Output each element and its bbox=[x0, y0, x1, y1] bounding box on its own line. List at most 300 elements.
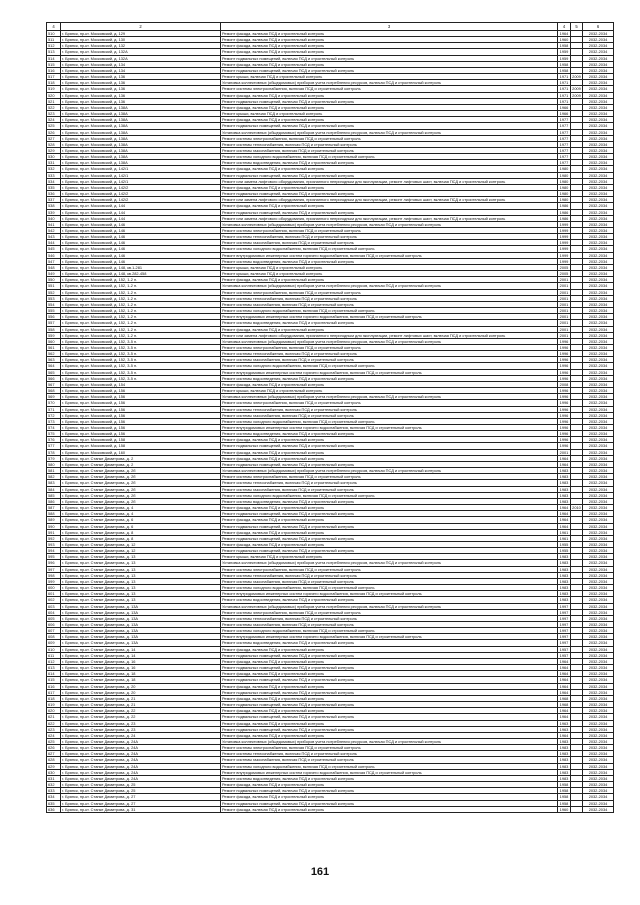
address-cell: г. Брянск, пр-кт. Московский, д. 142/2 bbox=[61, 184, 221, 190]
work-type-cell: Ремонт фасада, включая ПСД и строительный контроль bbox=[221, 326, 558, 332]
planned-period-cell: 2032-2034 bbox=[583, 86, 614, 92]
planned-period-cell: 2032-2034 bbox=[583, 412, 614, 418]
year-built-cell: 1980 bbox=[558, 197, 571, 203]
year-built-cell: 2001 bbox=[558, 320, 571, 326]
year-built-cell: 1996 bbox=[558, 412, 571, 418]
address-cell: г. Брянск, пр-кт. Московский, д. 152, 1-2 п. bbox=[61, 301, 221, 307]
year-built-cell: 1968 bbox=[558, 695, 571, 701]
row-number-cell: 609 bbox=[47, 640, 61, 646]
year-built-cell: 1977 bbox=[558, 141, 571, 147]
address-cell: г. Брянск, пр-кт. Станке Димитрова, д. 31 bbox=[61, 806, 221, 812]
year-last-repair-cell: 2009 bbox=[572, 92, 581, 98]
work-type-cell: Ремонт подвальных помещений, включая ПСД и строительный контроль bbox=[221, 443, 558, 449]
planned-period-cell: 2032-2034 bbox=[583, 695, 614, 701]
work-type-cell: Ремонт системы газоснабжения, включая ПСД и строительный контроль bbox=[221, 622, 558, 628]
work-type-cell: Ремонт или замена лифтового оборудования, признанного непригодным для эксплуатации, ремонт лифтовых шахт, включая ПСД и строительный контроль bbox=[221, 332, 558, 338]
planned-period-cell: 2032-2034 bbox=[583, 394, 614, 400]
planned-period-cell: 2032-2034 bbox=[583, 160, 614, 166]
row-number-cell: 569 bbox=[47, 394, 61, 400]
year-built-cell: 1963 bbox=[558, 720, 571, 726]
year-built-cell: 1997 bbox=[558, 622, 571, 628]
work-type-cell: Ремонт внутридомовых инженерных систем горячего водоснабжения, включая ПСД и строительный контроль bbox=[221, 314, 558, 320]
row-number-cell: 607 bbox=[47, 628, 61, 634]
row-number-cell: 632 bbox=[47, 782, 61, 788]
work-type-cell: Ремонт системы газоснабжения, включая ПСД и строительный контроль bbox=[221, 357, 558, 363]
year-built-cell: 1980 bbox=[558, 178, 571, 184]
address-cell: г. Брянск, пр-кт. Московский, д. 129 bbox=[61, 31, 221, 37]
address-cell: г. Брянск, пр-кт. Московский, д. 136 bbox=[61, 92, 221, 98]
work-type-cell: Ремонт крыши, включая ПСД и строительный контроль bbox=[221, 554, 558, 560]
address-cell: г. Брянск, пр-кт. Станке Димитрова, д. 14 bbox=[61, 646, 221, 652]
address-cell: г. Брянск, пр-кт. Станке Димитрова, д. 25 bbox=[61, 788, 221, 794]
year-built-cell: 1977 bbox=[558, 117, 571, 123]
year-built-cell: 1959 bbox=[558, 49, 571, 55]
year-built-cell: 2001 bbox=[558, 449, 571, 455]
work-type-cell: Ремонт фасада, включая ПСД и строительный контроль bbox=[221, 166, 558, 172]
year-built-cell: 2005 bbox=[558, 264, 571, 270]
row-number-cell: 601 bbox=[47, 591, 61, 597]
work-type-cell: Ремонт системы газоснабжения, включая ПСД и строительный контроль bbox=[221, 578, 558, 584]
year-built-cell: 1959 bbox=[558, 55, 571, 61]
work-type-cell: Ремонт подвальных помещений, включая ПСД и строительный контроль bbox=[221, 726, 558, 732]
planned-period-cell: 2032-2034 bbox=[583, 283, 614, 289]
planned-period-cell: 2032-2034 bbox=[583, 474, 614, 480]
address-cell: г. Брянск, пр-кт. Московский, д. 152, 1-2 п. bbox=[61, 308, 221, 314]
row-number-cell: 614 bbox=[47, 671, 61, 677]
address-cell: г. Брянск, пр-кт. Московский, д. 152, 3-5 п. bbox=[61, 363, 221, 369]
work-type-cell: Ремонт фасада, включая ПСД и строительный контроль bbox=[221, 277, 558, 283]
address-cell: г. Брянск, пр-кт. Станке Димитрова, д. 24А bbox=[61, 751, 221, 757]
year-built-cell: 1996 bbox=[558, 363, 571, 369]
work-type-cell: Ремонт фасада, включая ПСД и строительный контроль bbox=[221, 43, 558, 49]
row-number-cell: 623 bbox=[47, 726, 61, 732]
address-cell: г. Брянск, пр-кт. Московский, д. 156 bbox=[61, 431, 221, 437]
year-built-cell: 1971 bbox=[558, 80, 571, 86]
address-cell: г. Брянск, пр-кт. Московский, д. 152, 1-2 п. bbox=[61, 277, 221, 283]
planned-period-cell: 2032-2034 bbox=[583, 498, 614, 504]
work-type-cell: Ремонт подвальных помещений, включая ПСД и строительный контроль bbox=[221, 689, 558, 695]
row-number-cell: 587 bbox=[47, 505, 61, 511]
work-type-cell: Ремонт подвальных помещений, включая ПСД и строительный контроль bbox=[221, 511, 558, 517]
year-built-cell: 1996 bbox=[558, 388, 571, 394]
planned-period-cell: 2032-2034 bbox=[583, 640, 614, 646]
planned-period-cell: 2032-2034 bbox=[583, 135, 614, 141]
year-built-cell: 1964 bbox=[558, 523, 571, 529]
year-built-cell: 2001 bbox=[558, 314, 571, 320]
planned-period-cell: 2032-2034 bbox=[583, 80, 614, 86]
year-built-cell: 1999 bbox=[558, 221, 571, 227]
address-cell: г. Брянск, пр-кт. Московский, д. 152, 3-5 п. bbox=[61, 344, 221, 350]
address-cell: г. Брянск, пр-кт. Московский, д. 138А bbox=[61, 135, 221, 141]
planned-period-cell: 2032-2034 bbox=[583, 166, 614, 172]
year-built-cell: 1957 bbox=[558, 646, 571, 652]
row-number-cell: 568 bbox=[47, 388, 61, 394]
year-built-cell: 1964 bbox=[558, 708, 571, 714]
address-cell: г. Брянск, пр-кт. Московский, д. 142/1 bbox=[61, 178, 221, 184]
row-number-cell: 540 bbox=[47, 215, 61, 221]
year-built-cell: 2001 bbox=[558, 283, 571, 289]
work-type-cell: Ремонт подвальных помещений, включая ПСД и строительный контроль bbox=[221, 677, 558, 683]
row-number-cell: 541 bbox=[47, 221, 61, 227]
work-type-cell: Ремонт внутридомовых инженерных систем горячего водоснабжения, включая ПСД и строительный контроль bbox=[221, 634, 558, 640]
work-type-cell: Ремонт подвальных помещений, включая ПСД и строительный контроль bbox=[221, 55, 558, 61]
year-built-cell: 1980 bbox=[558, 191, 571, 197]
row-number-cell: 518 bbox=[47, 80, 61, 86]
row-number-cell: 561 bbox=[47, 344, 61, 350]
row-number-cell: 579 bbox=[47, 455, 61, 461]
row-number-cell: 593 bbox=[47, 541, 61, 547]
planned-period-cell: 2032-2034 bbox=[583, 720, 614, 726]
planned-period-cell: 2032-2034 bbox=[583, 228, 614, 234]
year-built-cell: 1977 bbox=[558, 147, 571, 153]
work-type-cell: Ремонт крыши, включая ПСД и строительный контроль bbox=[221, 271, 558, 277]
work-type-cell: Ремонт системы холодного водоснабжения, включая ПСД и строительный контроль bbox=[221, 763, 558, 769]
work-type-cell: Ремонт системы водоотведения, включая ПСД и строительный контроль bbox=[221, 498, 558, 504]
planned-period-cell: 2032-2034 bbox=[583, 375, 614, 381]
row-number-cell: 586 bbox=[47, 498, 61, 504]
row-number-cell: 619 bbox=[47, 702, 61, 708]
work-type-cell: Ремонт фасада, включая ПСД и строительный контроль bbox=[221, 708, 558, 714]
work-type-cell: Ремонт фасада, включая ПСД и строительный контроль bbox=[221, 782, 558, 788]
work-type-cell: Ремонт системы теплоснабжения, включая ПСД и строительный контроль bbox=[221, 480, 558, 486]
work-type-cell: Ремонт системы газоснабжения, включая ПСД и строительный контроль bbox=[221, 301, 558, 307]
year-built-cell: 1996 bbox=[558, 369, 571, 375]
work-type-cell: Ремонт крыши, включая ПСД и строительный контроль bbox=[221, 111, 558, 117]
planned-period-cell: 2032-2034 bbox=[583, 658, 614, 664]
work-type-cell: Ремонт системы газоснабжения, включая ПСД и строительный контроль bbox=[221, 486, 558, 492]
planned-period-cell: 2032-2034 bbox=[583, 332, 614, 338]
year-built-cell: 1964 bbox=[558, 689, 571, 695]
row-number-cell: 531 bbox=[47, 160, 61, 166]
planned-period-cell: 2032-2034 bbox=[583, 572, 614, 578]
work-type-cell: Ремонт подвальных помещений, включая ПСД и строительный контроль bbox=[221, 98, 558, 104]
year-built-cell: 1958 bbox=[558, 800, 571, 806]
planned-period-cell: 2032-2034 bbox=[583, 203, 614, 209]
row-number-cell: 517 bbox=[47, 74, 61, 80]
planned-period-cell: 2032-2034 bbox=[583, 141, 614, 147]
work-type-cell: Ремонт крыши, включая ПСД и строительный контроль bbox=[221, 388, 558, 394]
planned-period-cell: 2032-2034 bbox=[583, 782, 614, 788]
address-cell: г. Брянск, пр-кт. Станке Димитрова, д. 2б bbox=[61, 498, 221, 504]
work-type-cell: Ремонт подвальных помещений, включая ПСД и строительный контроль bbox=[221, 702, 558, 708]
planned-period-cell: 2032-2034 bbox=[583, 615, 614, 621]
work-type-cell: Ремонт системы газоснабжения, включая ПСД и строительный контроль bbox=[221, 412, 558, 418]
row-number-cell: 611 bbox=[47, 652, 61, 658]
work-type-cell: Ремонт системы водоотведения, включая ПСД и строительный контроль bbox=[221, 320, 558, 326]
year-built-cell: 1997 bbox=[558, 603, 571, 609]
address-cell: г. Брянск, пр-кт. Станке Димитрова, д. 22 bbox=[61, 708, 221, 714]
year-built-cell: 1997 bbox=[558, 634, 571, 640]
planned-period-cell: 2032-2034 bbox=[583, 338, 614, 344]
row-number-cell: 595 bbox=[47, 554, 61, 560]
address-cell: г. Брянск, пр-кт. Станке Димитрова, д. 18 bbox=[61, 677, 221, 683]
work-type-cell: Ремонт фасада, включая ПСД и строительный контроль bbox=[221, 529, 558, 535]
year-built-cell: 1964 bbox=[558, 455, 571, 461]
address-cell: г. Брянск, пр-кт. Станке Димитрова, д. 12 bbox=[61, 541, 221, 547]
work-type-cell: Ремонт фасада, включая ПСД и строительный контроль bbox=[221, 541, 558, 547]
row-number-cell: 606 bbox=[47, 622, 61, 628]
row-number-cell: 605 bbox=[47, 615, 61, 621]
planned-period-cell: 2032-2034 bbox=[583, 517, 614, 523]
row-number-cell: 610 bbox=[47, 646, 61, 652]
row-number-cell: 510 bbox=[47, 31, 61, 37]
work-type-cell: Ремонт системы электроснабжения, включая ПСД и строительный контроль bbox=[221, 400, 558, 406]
address-cell: г. Брянск, пр-кт. Московский, д. 146 bbox=[61, 234, 221, 240]
planned-period-cell: 2032-2034 bbox=[583, 800, 614, 806]
row-number-cell: 591 bbox=[47, 529, 61, 535]
year-built-cell: 1964 bbox=[558, 461, 571, 467]
year-built-cell: 1964 bbox=[558, 677, 571, 683]
address-cell: г. Брянск, пр-кт. Станке Димитрова, д. 2 bbox=[61, 461, 221, 467]
planned-period-cell: 2032-2034 bbox=[583, 246, 614, 252]
work-type-cell: Ремонт подвальных помещений, включая ПСД и строительный контроль bbox=[221, 665, 558, 671]
address-cell: г. Брянск, пр-кт. Станке Димитрова, д. 13А bbox=[61, 628, 221, 634]
planned-period-cell: 2032-2034 bbox=[583, 437, 614, 443]
address-cell: г. Брянск, пр-кт. Московский, д. 138А bbox=[61, 154, 221, 160]
address-cell: г. Брянск, пр-кт. Станке Димитрова, д. 16 bbox=[61, 658, 221, 664]
year-built-cell: 1996 bbox=[558, 400, 571, 406]
address-cell: г. Брянск, пр-кт. Московский, д. 146 bbox=[61, 228, 221, 234]
address-cell: г. Брянск, пр-кт. Московский, д. 138А bbox=[61, 123, 221, 129]
address-cell: г. Брянск, пр-кт. Московский, д. 156 bbox=[61, 394, 221, 400]
row-number-cell: 598 bbox=[47, 572, 61, 578]
planned-period-cell: 2032-2034 bbox=[583, 258, 614, 264]
work-type-cell: Ремонт внутридомовых инженерных систем горячего водоснабжения, включая ПСД и строительный контроль bbox=[221, 252, 558, 258]
year-built-cell: 1996 bbox=[558, 425, 571, 431]
planned-period-cell: 2032-2034 bbox=[583, 634, 614, 640]
year-built-cell: 1960 bbox=[558, 806, 571, 812]
work-type-cell: Установка коллективных (общедомовых) приборов учета потребления ресурсов, включая ПСД и строительный контроль bbox=[221, 283, 558, 289]
work-type-cell: Ремонт фасада, включая ПСД и строительный контроль bbox=[221, 104, 558, 110]
row-number-cell: 550 bbox=[47, 277, 61, 283]
row-number-cell: 515 bbox=[47, 61, 61, 67]
planned-period-cell: 2032-2034 bbox=[583, 104, 614, 110]
column-number-5: 5 bbox=[571, 23, 583, 31]
planned-period-cell: 2032-2034 bbox=[583, 585, 614, 591]
work-type-cell: Ремонт системы электроснабжения, включая ПСД и строительный контроль bbox=[221, 566, 558, 572]
address-cell: г. Брянск, пр-кт. Станке Димитрова, д. 8 bbox=[61, 529, 221, 535]
work-type-cell: Ремонт или замена лифтового оборудования, признанного непригодным для эксплуатации, ремонт лифтовых шахт, включая ПСД и строительный контроль bbox=[221, 215, 558, 221]
year-built-cell: 1971 bbox=[558, 92, 571, 98]
row-number-cell: 625 bbox=[47, 738, 61, 744]
planned-period-cell: 2032-2034 bbox=[583, 172, 614, 178]
year-built-cell: 1980 bbox=[558, 184, 571, 190]
work-type-cell: Ремонт фасада, включая ПСД и строительный контроль bbox=[221, 683, 558, 689]
planned-period-cell: 2032-2034 bbox=[583, 511, 614, 517]
year-built-cell: 1983 bbox=[558, 738, 571, 744]
year-built-cell: 1964 bbox=[558, 665, 571, 671]
planned-period-cell: 2032-2034 bbox=[583, 794, 614, 800]
address-cell: г. Брянск, пр-кт. Московский, д. 156 bbox=[61, 388, 221, 394]
address-cell: г. Брянск, пр-кт. Московский, д. 138А bbox=[61, 129, 221, 135]
row-number-cell: 583 bbox=[47, 480, 61, 486]
row-number-cell: 544 bbox=[47, 240, 61, 246]
planned-period-cell: 2032-2034 bbox=[583, 295, 614, 301]
row-number-cell: 534 bbox=[47, 178, 61, 184]
year-last-repair-cell: 2010 bbox=[572, 505, 581, 511]
work-type-cell: Ремонт системы электроснабжения, включая ПСД и строительный контроль bbox=[221, 289, 558, 295]
planned-period-cell: 2032-2034 bbox=[583, 381, 614, 387]
address-cell: г. Брянск, пр-кт. Московский, д. 136 bbox=[61, 98, 221, 104]
work-type-cell: Ремонт внутридомовых инженерных систем горячего водоснабжения, включая ПСД и строительный контроль bbox=[221, 769, 558, 775]
row-number-cell: 533 bbox=[47, 172, 61, 178]
address-cell: г. Брянск, пр-кт. Станке Димитрова, д. 14 bbox=[61, 652, 221, 658]
work-type-cell: Ремонт системы водоотведения, включая ПСД и строительный контроль bbox=[221, 640, 558, 646]
address-cell: г. Брянск, пр-кт. Московский, д. 138А bbox=[61, 147, 221, 153]
row-number-cell: 548 bbox=[47, 264, 61, 270]
planned-period-cell: 2032-2034 bbox=[583, 738, 614, 744]
year-built-cell: 1964 bbox=[558, 683, 571, 689]
year-built-cell: 1964 bbox=[558, 658, 571, 664]
work-type-cell: Ремонт фасада, включая ПСД и строительный контроль bbox=[221, 49, 558, 55]
planned-period-cell: 2032-2034 bbox=[583, 123, 614, 129]
planned-period-cell: 2032-2034 bbox=[583, 31, 614, 37]
address-cell: г. Брянск, пр-кт. Станке Димитрова, д. 13 bbox=[61, 566, 221, 572]
planned-period-cell: 2032-2034 bbox=[583, 277, 614, 283]
planned-period-cell: 2032-2034 bbox=[583, 677, 614, 683]
row-number-cell: 529 bbox=[47, 147, 61, 153]
row-number-cell: 535 bbox=[47, 184, 61, 190]
work-type-cell: Ремонт системы теплоснабжения, включая ПСД и строительный контроль bbox=[221, 615, 558, 621]
address-cell: г. Брянск, пр-кт. Станке Димитрова, д. 4 bbox=[61, 511, 221, 517]
work-type-cell: Ремонт фасада, включая ПСД и строительный контроль bbox=[221, 184, 558, 190]
planned-period-cell: 2032-2034 bbox=[583, 578, 614, 584]
row-number-cell: 602 bbox=[47, 597, 61, 603]
work-type-cell: Ремонт подвальных помещений, включая ПСД и строительный контроль bbox=[221, 788, 558, 794]
work-type-cell: Ремонт подвальных помещений, включая ПСД и строительный контроль bbox=[221, 123, 558, 129]
address-cell: г. Брянск, пр-кт. Московский, д. 148, кв.1-281 bbox=[61, 264, 221, 270]
address-cell: г. Брянск, пр-кт. Станке Димитрова, д. 24 bbox=[61, 732, 221, 738]
address-cell: г. Брянск, пр-кт. Станке Димитрова, д. 24А bbox=[61, 769, 221, 775]
planned-period-cell: 2032-2034 bbox=[583, 548, 614, 554]
address-cell: г. Брянск, пр-кт. Московский, д. 132 bbox=[61, 43, 221, 49]
planned-period-cell: 2032-2034 bbox=[583, 357, 614, 363]
row-number-cell: 570 bbox=[47, 400, 61, 406]
planned-period-cell: 2032-2034 bbox=[583, 480, 614, 486]
planned-period-cell: 2032-2034 bbox=[583, 221, 614, 227]
year-built-cell: 1983 bbox=[558, 486, 571, 492]
year-built-cell: 1983 bbox=[558, 480, 571, 486]
year-built-cell: 2001 bbox=[558, 295, 571, 301]
planned-period-cell: 2032-2034 bbox=[583, 745, 614, 751]
planned-period-cell: 2032-2034 bbox=[583, 455, 614, 461]
year-built-cell: 1971 bbox=[558, 98, 571, 104]
planned-period-cell: 2032-2034 bbox=[583, 240, 614, 246]
row-number-cell: 557 bbox=[47, 320, 61, 326]
work-type-cell: Ремонт системы водоотведения, включая ПСД и строительный контроль bbox=[221, 597, 558, 603]
row-number-cell: 530 bbox=[47, 154, 61, 160]
year-built-cell: 1961 bbox=[558, 529, 571, 535]
address-cell: г. Брянск, пр-кт. Станке Димитрова, д. 27 bbox=[61, 800, 221, 806]
year-built-cell: 1996 bbox=[558, 437, 571, 443]
work-type-cell: Ремонт фасада, включая ПСД и строительный контроль bbox=[221, 31, 558, 37]
work-type-cell: Ремонт фасада, включая ПСД и строительный контроль bbox=[221, 92, 558, 98]
year-last-repair-cell: 2009 bbox=[572, 74, 581, 80]
row-number-cell: 620 bbox=[47, 708, 61, 714]
planned-period-cell: 2032-2034 bbox=[583, 98, 614, 104]
address-cell: г. Брянск, пр-кт. Московский, д. 152, 3-5 п. bbox=[61, 338, 221, 344]
program-table-sheet bbox=[46, 22, 613, 813]
year-built-cell: 1977 bbox=[558, 160, 571, 166]
address-cell: г. Брянск, пр-кт. Станке Димитрова, д. 20 bbox=[61, 689, 221, 695]
row-number-cell: 590 bbox=[47, 523, 61, 529]
row-number-cell: 565 bbox=[47, 369, 61, 375]
address-cell: г. Брянск, пр-кт. Станке Димитрова, д. 2б bbox=[61, 492, 221, 498]
planned-period-cell: 2032-2034 bbox=[583, 197, 614, 203]
row-number-cell: 567 bbox=[47, 381, 61, 387]
address-cell: г. Брянск, пр-кт. Станке Димитрова, д. 22 bbox=[61, 714, 221, 720]
address-cell: г. Брянск, пр-кт. Станке Димитрова, д. 23 bbox=[61, 726, 221, 732]
work-type-cell: Ремонт подвальных помещений, включая ПСД и строительный контроль bbox=[221, 172, 558, 178]
year-built-cell: 1977 bbox=[558, 154, 571, 160]
address-cell: г. Брянск, пр-кт. Станке Димитрова, д. 13А bbox=[61, 609, 221, 615]
address-cell: г. Брянск, пр-кт. Московский, д. 138А bbox=[61, 160, 221, 166]
address-cell: г. Брянск, пр-кт. Московский, д. 146 bbox=[61, 246, 221, 252]
row-number-cell: 545 bbox=[47, 246, 61, 252]
page-number: 161 bbox=[310, 866, 330, 878]
year-built-cell: 2001 bbox=[558, 289, 571, 295]
planned-period-cell: 2032-2034 bbox=[583, 147, 614, 153]
planned-period-cell: 2032-2034 bbox=[583, 449, 614, 455]
work-type-cell: Ремонт системы электроснабжения, включая ПСД и строительный контроль bbox=[221, 86, 558, 92]
planned-period-cell: 2032-2034 bbox=[583, 326, 614, 332]
work-type-cell: Ремонт системы холодного водоснабжения, включая ПСД и строительный контроль bbox=[221, 308, 558, 314]
row-number-cell: 566 bbox=[47, 375, 61, 381]
row-number-cell: 622 bbox=[47, 720, 61, 726]
year-built-cell: 1999 bbox=[558, 252, 571, 258]
work-type-cell: Ремонт системы водоотведения, включая ПСД и строительный контроль bbox=[221, 258, 558, 264]
year-built-cell: 1996 bbox=[558, 406, 571, 412]
address-cell: г. Брянск, пр-кт. Московский, д. 130 bbox=[61, 37, 221, 43]
row-number-cell: 585 bbox=[47, 492, 61, 498]
planned-period-cell: 2032-2034 bbox=[583, 603, 614, 609]
row-number-cell: 564 bbox=[47, 363, 61, 369]
year-built-cell: 1997 bbox=[558, 609, 571, 615]
work-type-cell: Ремонт фасада, включая ПСД и строительный контроль bbox=[221, 61, 558, 67]
column-number-1: 4 bbox=[47, 23, 61, 31]
planned-period-cell: 2032-2034 bbox=[583, 184, 614, 190]
year-built-cell: 1983 bbox=[558, 763, 571, 769]
year-built-cell: 1961 bbox=[558, 535, 571, 541]
row-number-cell: 627 bbox=[47, 751, 61, 757]
year-built-cell: 1971 bbox=[558, 86, 571, 92]
planned-period-cell: 2032-2034 bbox=[583, 492, 614, 498]
work-type-cell: Ремонт подвальных помещений, включая ПСД и строительный контроль bbox=[221, 800, 558, 806]
year-built-cell: 1983 bbox=[558, 474, 571, 480]
year-built-cell: 1957 bbox=[558, 652, 571, 658]
address-cell: г. Брянск, пр-кт. Станке Димитрова, д. 27 bbox=[61, 794, 221, 800]
planned-period-cell: 2032-2034 bbox=[583, 289, 614, 295]
address-cell: г. Брянск, пр-кт. Станке Димитрова, д. 6 bbox=[61, 523, 221, 529]
address-cell: г. Брянск, пр-кт. Станке Димитрова, д. 13А bbox=[61, 615, 221, 621]
work-type-cell: Установка коллективных (общедомовых) приборов учета потребления ресурсов, включая ПСД и строительный контроль bbox=[221, 394, 558, 400]
year-built-cell: 1983 bbox=[558, 572, 571, 578]
row-number-cell: 612 bbox=[47, 658, 61, 664]
row-number-cell: 575 bbox=[47, 431, 61, 437]
work-type-cell: Ремонт системы электроснабжения, включая ПСД и строительный контроль bbox=[221, 745, 558, 751]
address-cell: г. Брянск, пр-кт. Станке Димитрова, д. 2 bbox=[61, 455, 221, 461]
row-number-cell: 525 bbox=[47, 123, 61, 129]
row-number-cell: 633 bbox=[47, 788, 61, 794]
year-built-cell: 1999 bbox=[558, 234, 571, 240]
year-built-cell: 1983 bbox=[558, 566, 571, 572]
year-built-cell: 1999 bbox=[558, 228, 571, 234]
address-cell: г. Брянск, пр-кт. Московский, д. 144 bbox=[61, 215, 221, 221]
year-built-cell: 1983 bbox=[558, 554, 571, 560]
row-number-cell: 532 bbox=[47, 166, 61, 172]
address-cell: г. Брянск, пр-кт. Московский, д. 152, 1-2 п. bbox=[61, 283, 221, 289]
address-cell: г. Брянск, пр-кт. Станке Димитрова, д. 2б bbox=[61, 474, 221, 480]
